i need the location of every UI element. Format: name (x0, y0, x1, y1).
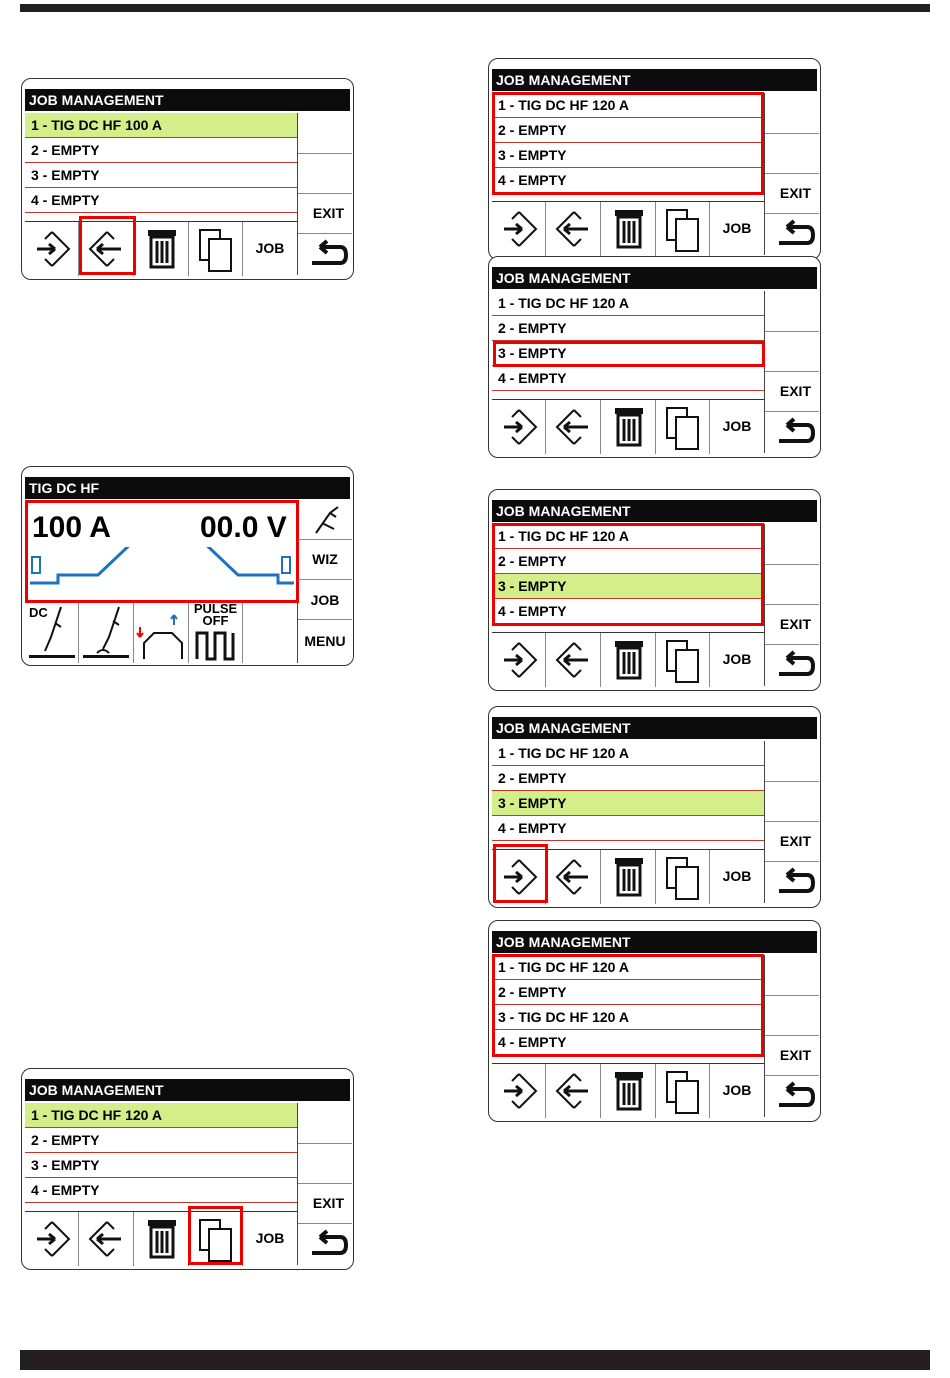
job-slot-4[interactable]: 4 - EMPTY (492, 599, 764, 624)
delete-job-button[interactable] (134, 1212, 189, 1266)
job-label: JOB (255, 240, 285, 256)
job-slot-2[interactable]: 2 - EMPTY (25, 138, 297, 163)
side-divider (298, 1223, 352, 1224)
dc-label: DC (29, 605, 48, 620)
job-button[interactable] (710, 400, 764, 454)
job-slot-3[interactable]: 3 - EMPTY (492, 574, 764, 599)
empty-slot (243, 603, 297, 663)
delete-job-button[interactable] (601, 202, 656, 256)
side-divider (765, 604, 819, 605)
top-rule (20, 4, 930, 12)
side-divider (765, 133, 819, 134)
save-job-icon (25, 1212, 79, 1266)
screen-title: JOB MANAGEMENT (492, 931, 817, 953)
exit-label[interactable]: EXIT (779, 616, 811, 632)
job-slot-4[interactable]: 4 - EMPTY (492, 1030, 764, 1055)
side-divider (765, 861, 819, 862)
wiz-button[interactable]: WIZ (312, 551, 338, 567)
back-arrow-icon[interactable] (771, 217, 815, 251)
current-value: 100 A (32, 511, 111, 544)
load-job-icon (546, 1064, 601, 1118)
job-slot-1[interactable]: 1 - TIG DC HF 120 A (492, 93, 764, 118)
load-job-icon (546, 400, 601, 454)
side-divider (765, 564, 819, 565)
button-bar (25, 221, 297, 276)
button-bar (492, 201, 764, 256)
job-label: JOB (255, 1230, 285, 1246)
back-arrow-icon[interactable] (771, 648, 815, 682)
side-divider (765, 781, 819, 782)
load-job-button[interactable] (546, 202, 601, 256)
exit-label[interactable]: EXIT (779, 1047, 811, 1063)
load-job-icon (546, 202, 601, 256)
job-label: JOB (722, 651, 752, 667)
job-slot-3[interactable]: 3 - EMPTY (492, 791, 764, 816)
save-job-button[interactable] (492, 400, 546, 454)
trash-icon (134, 1212, 189, 1266)
side-panel (764, 741, 819, 903)
copy-job-button[interactable] (656, 633, 710, 687)
job-slot-4[interactable]: 4 - EMPTY (492, 366, 764, 391)
load-job-icon (546, 850, 601, 904)
side-divider (765, 411, 819, 412)
job-slot-4[interactable]: 4 - EMPTY (492, 816, 764, 841)
load-job-button[interactable] (546, 850, 601, 904)
side-divider (298, 579, 352, 580)
button-bar (492, 632, 764, 687)
side-panel (764, 291, 819, 453)
mode-bar (25, 603, 297, 663)
back-arrow-icon[interactable] (771, 1079, 815, 1113)
bottom-rule (20, 1350, 930, 1370)
save-job-icon (492, 633, 546, 687)
delete-job-button[interactable] (601, 1064, 656, 1118)
side-divider (298, 539, 352, 540)
job-label: JOB (722, 220, 752, 236)
side-divider (298, 1183, 352, 1184)
save-job-button[interactable] (492, 1064, 546, 1118)
job-slot-1[interactable]: 1 - TIG DC HF 120 A (492, 741, 764, 766)
slope-icon (134, 603, 189, 663)
screen-title: JOB MANAGEMENT (25, 89, 350, 111)
job-slot-1[interactable]: 1 - TIG DC HF 120 A (492, 291, 764, 316)
job-management-screen-slot3-selected (488, 489, 821, 691)
screen-title: JOB MANAGEMENT (492, 267, 817, 289)
side-divider (298, 619, 352, 620)
hf-torch-icon (79, 603, 134, 663)
copy-icon (656, 202, 710, 256)
trash-icon (134, 222, 189, 276)
job-label: JOB (722, 418, 752, 434)
side-divider (765, 213, 819, 214)
back-arrow-icon[interactable] (304, 1227, 348, 1261)
job-button[interactable] (710, 202, 764, 256)
load-job-button[interactable] (546, 400, 601, 454)
back-arrow-icon[interactable] (304, 237, 348, 271)
job-management-screen-save (488, 706, 821, 908)
load-job-icon (79, 1212, 134, 1266)
hf-ignition-button[interactable] (79, 603, 134, 663)
copy-icon (656, 400, 710, 454)
copy-job-button[interactable] (656, 1064, 710, 1118)
job-management-screen-copy (21, 1068, 354, 1270)
job-button[interactable] (710, 850, 764, 904)
job-management-screen-result (488, 920, 821, 1122)
highlight-save-button (493, 844, 548, 903)
electrode-icon (25, 603, 79, 663)
copy-icon (189, 222, 243, 276)
button-bar (492, 1063, 764, 1118)
screen-title: JOB MANAGEMENT (492, 69, 817, 91)
exit-label[interactable]: EXIT (779, 833, 811, 849)
copy-icon (656, 1064, 710, 1118)
side-panel (297, 113, 352, 275)
job-slot-1[interactable]: 1 - TIG DC HF 120 A (492, 955, 764, 980)
side-divider (765, 1075, 819, 1076)
save-job-button[interactable] (25, 222, 79, 276)
job-label: JOB (722, 1082, 752, 1098)
trash-icon (601, 850, 656, 904)
job-management-screen-select (488, 58, 821, 260)
load-job-button[interactable] (79, 1212, 134, 1266)
delete-job-button[interactable] (601, 400, 656, 454)
side-divider (298, 1143, 352, 1144)
side-panel (764, 955, 819, 1117)
job-button[interactable] (710, 633, 764, 687)
side-panel (764, 524, 819, 686)
trash-icon (601, 1064, 656, 1118)
job-label: JOB (722, 868, 752, 884)
save-job-icon (25, 222, 79, 276)
trash-icon (601, 400, 656, 454)
side-divider (765, 173, 819, 174)
copy-icon (656, 633, 710, 687)
job-slot-4[interactable]: 4 - EMPTY (25, 188, 297, 213)
load-job-icon (546, 633, 601, 687)
torch-icon[interactable] (308, 503, 344, 537)
screen-title: JOB MANAGEMENT (492, 500, 817, 522)
side-panel (297, 1103, 352, 1265)
highlight-job-list (492, 523, 764, 626)
job-management-screen-load (21, 78, 354, 280)
job-button[interactable] (243, 1212, 297, 1266)
side-divider (765, 995, 819, 996)
job-button[interactable] (710, 1064, 764, 1118)
copy-job-button[interactable] (656, 202, 710, 256)
side-panel (764, 93, 819, 255)
copy-job-button[interactable] (656, 400, 710, 454)
job-slot-3[interactable]: 3 - EMPTY (25, 163, 297, 188)
exit-label[interactable]: EXIT (779, 383, 811, 399)
exit-label[interactable]: EXIT (312, 1195, 344, 1211)
save-job-icon (492, 400, 546, 454)
job-slot-3[interactable]: 3 - EMPTY (25, 1153, 297, 1178)
load-job-button[interactable] (546, 1064, 601, 1118)
copy-job-button[interactable] (189, 222, 243, 276)
job-slot-2[interactable]: 2 - EMPTY (25, 1128, 297, 1153)
side-divider (298, 153, 352, 154)
exit-label[interactable]: EXIT (312, 205, 344, 221)
job-slot-4[interactable]: 4 - EMPTY (25, 1178, 297, 1203)
back-arrow-icon[interactable] (771, 415, 815, 449)
copy-job-button[interactable] (656, 850, 710, 904)
job-button[interactable]: JOB (310, 592, 340, 608)
back-arrow-icon[interactable] (771, 865, 815, 899)
side-divider (298, 193, 352, 194)
pulse-button[interactable] (189, 603, 243, 663)
gas-bottle-icon (32, 557, 40, 573)
job-slot-3[interactable]: 3 - TIG DC HF 120 A (492, 1005, 764, 1030)
job-slot-1[interactable]: 1 - TIG DC HF 100 A (25, 113, 297, 138)
job-management-screen-slot3 (488, 256, 821, 458)
delete-job-button[interactable] (134, 222, 189, 276)
side-panel (297, 501, 352, 663)
side-divider (765, 331, 819, 332)
highlight-job-list (492, 92, 764, 195)
save-job-button[interactable] (492, 202, 546, 256)
delete-job-button[interactable] (601, 633, 656, 687)
highlight-slot-3 (493, 341, 765, 367)
job-slot-3[interactable]: 3 - EMPTY (492, 143, 764, 168)
side-divider (765, 371, 819, 372)
copy-icon (656, 850, 710, 904)
highlight-job-list (492, 954, 764, 1057)
exit-label[interactable]: EXIT (779, 185, 811, 201)
tig-dc-hf-screen (21, 466, 354, 666)
delete-job-button[interactable] (601, 850, 656, 904)
highlight-copy-button (188, 1206, 243, 1265)
job-slot-2[interactable]: 2 - EMPTY (492, 766, 764, 791)
voltage-value: 00.0 V (200, 511, 287, 544)
pulse-label-line1: PULSE (193, 601, 238, 616)
pulse-label-line2: OFF (202, 613, 229, 628)
job-button[interactable] (243, 222, 297, 276)
job-slot-4[interactable]: 4 - EMPTY (492, 168, 764, 193)
save-job-icon (492, 1064, 546, 1118)
button-bar (492, 399, 764, 454)
load-job-button[interactable] (546, 633, 601, 687)
job-slot-2[interactable]: 2 - EMPTY (492, 118, 764, 143)
save-job-button[interactable] (492, 633, 546, 687)
dc-mode-button[interactable] (25, 603, 79, 663)
slope-button[interactable] (134, 603, 189, 663)
screen-title: JOB MANAGEMENT (492, 717, 817, 739)
pulse-wave-icon (189, 603, 243, 663)
screen-title: TIG DC HF (25, 477, 350, 499)
job-slot-2[interactable]: 2 - EMPTY (492, 316, 764, 341)
button-bar (25, 1211, 297, 1266)
highlight-load-button (79, 216, 136, 275)
side-divider (765, 644, 819, 645)
menu-button[interactable]: MENU (304, 633, 346, 649)
job-slot-1[interactable]: 1 - TIG DC HF 120 A (25, 1103, 297, 1128)
side-divider (765, 821, 819, 822)
job-slot-1[interactable]: 1 - TIG DC HF 120 A (492, 524, 764, 549)
screen-title: JOB MANAGEMENT (25, 1079, 350, 1101)
side-divider (298, 233, 352, 234)
trash-icon (601, 633, 656, 687)
job-slot-2[interactable]: 2 - EMPTY (492, 549, 764, 574)
gas-bottle-icon (282, 557, 290, 573)
trash-icon (601, 202, 656, 256)
save-job-icon (492, 202, 546, 256)
save-job-button[interactable] (25, 1212, 79, 1266)
job-slot-3[interactable]: 3 - EMPTY (492, 341, 764, 366)
side-divider (765, 1035, 819, 1036)
job-slot-2[interactable]: 2 - EMPTY (492, 980, 764, 1005)
welding-curve (28, 547, 296, 587)
